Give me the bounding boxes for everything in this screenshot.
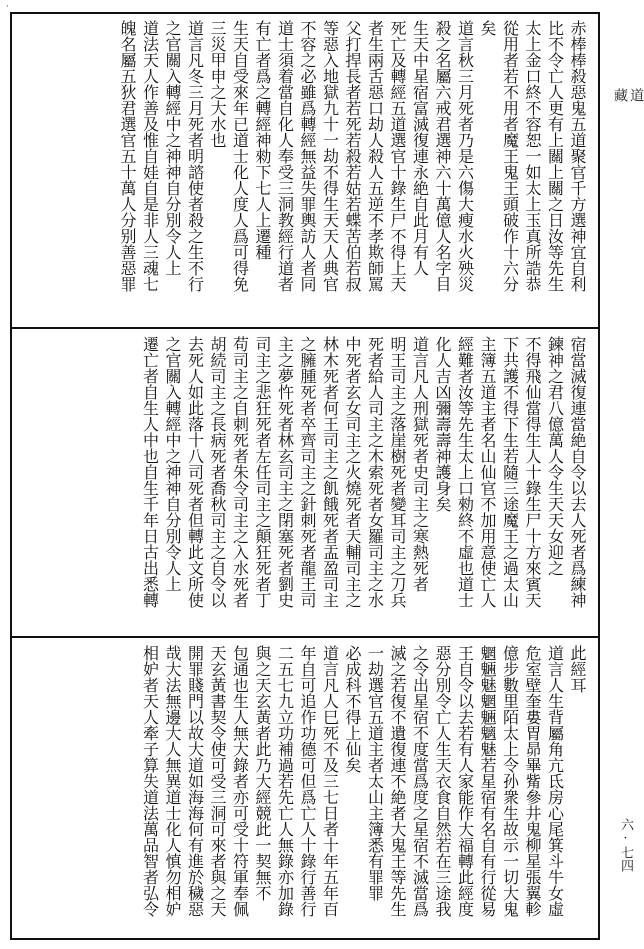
- corner-mark: ·: [6, 2, 9, 12]
- text-column: 主簿五道主者名山仙官不加用意使亡人: [478, 336, 497, 608]
- text-column: 億步數里陌太上令孙衆生故示一切大鬼: [500, 645, 520, 917]
- text-column: 林木死者何王司主之飢餓死者盂盈司主: [320, 336, 340, 608]
- text-column: 等惡入地獄九十一劫不得生天天人典官: [320, 20, 340, 292]
- text-column: 司主之悲狂死者左任司主之顛狂死者丁: [253, 336, 272, 608]
- text-column: 殺之名屬六戒君選神六十萬億人名字目: [433, 20, 452, 292]
- text-column: 危室壁奎婁胃昴畢觜參井鬼柳星張翼軫: [523, 645, 542, 917]
- text-column: 魄名屬五狄君選官五十萬人分别善惡罪: [118, 20, 137, 292]
- text-column: 道言人生背屬角亢氐房心尾箕斗牛女虛: [545, 645, 565, 917]
- text-column: 比不令亡人更有上關上關之日汝等先生: [545, 20, 565, 292]
- text-column: 道士須着當自化人奉受三洞教經行道者: [275, 20, 295, 292]
- text-column: 遷亡者自生人中也自生千年日古出悉轉: [140, 336, 160, 608]
- text-column: 與之天玄黃者此乃大經競此一契無不: [253, 645, 272, 901]
- text-column: 太上金口終不容恕一如太上玉真所誥恭: [523, 20, 542, 292]
- text-column: 道言凡人巳死不及三七日者十年五年百: [320, 645, 340, 917]
- text-column: 生天中星宿富滅復連永絶自此月有人: [410, 20, 430, 276]
- text-column: 之令出星宿不度當爲度之星宿不滅當爲: [410, 645, 430, 917]
- text-column: 之臃腫死者卒齊司主之針刺死者龍王司: [298, 336, 317, 608]
- text-column: 道言凡冬三月死者明諮使者殺之生不行: [185, 20, 205, 292]
- text-column: 必成科不得上仙矣: [343, 645, 362, 773]
- text-column: 矣: [478, 20, 497, 36]
- text-column: 之官關入轉經中之神神自分別令人上: [163, 336, 182, 592]
- page-number: 六·七四: [618, 818, 633, 872]
- text-column: 王自令以去若有人家能作大福轉此經度: [455, 645, 475, 917]
- text-column: 主之夢忤死者林玄司主之閉塞死者劉史: [275, 336, 295, 608]
- text-column: 中死者玄女司主之火燒死者天輔司主之: [343, 336, 362, 608]
- text-column: 苟司主之自刺死者朱令司主之入水死者: [230, 336, 250, 608]
- text-panel-top: [22, 20, 588, 320]
- text-column: 者生兩舌惡口劫人殺人五逆不孝欺師罵: [365, 20, 385, 292]
- text-column: 死者給人司主之木索死者女羅司主之水: [365, 336, 385, 608]
- text-column: 開罪賤門以故大道如海海何有進於穢惡: [185, 645, 205, 917]
- text-panel-middle: [22, 336, 588, 630]
- panel-divider: [10, 636, 600, 638]
- text-column: 此經耳: [568, 645, 587, 693]
- text-column: 不得飛仙當得生人十錄生尸十方來賓天: [523, 336, 542, 608]
- text-column: 鍊神之君八億萬人令生天天女迎之: [545, 336, 565, 576]
- text-column: 父打捍長者若死若殺若姑若蝶苦伯若叔: [343, 20, 362, 292]
- text-column: 化人吉凶彌壽壽神護身矣: [433, 336, 452, 512]
- text-column: 年自可追作功德可但爲亡人十錄行善行: [298, 645, 317, 917]
- text-column: 之官關入轉經中之神神自分別令人上: [163, 20, 182, 276]
- text-column: 從用者若不用者魔王鬼王頭破作十六分: [500, 20, 520, 292]
- margin-title: [612, 88, 644, 112]
- text-column: 包通也生人無大錄者亦可受十符軍奉佩: [230, 645, 250, 917]
- text-column: 不容之必雖爲轉經無益失罪輿訪人者同: [298, 20, 317, 292]
- text-column: 二五七九立功補過若先亡人無錄亦加錄: [275, 645, 295, 917]
- margin-title-char: 道: [628, 88, 644, 102]
- text-column: 有亡者爲之轉經神勑下七人上遷種: [253, 20, 272, 260]
- text-panel-bottom: [22, 645, 588, 933]
- panel-divider: [10, 327, 600, 329]
- text-column: 道言秋三月死者乃是六傷大瘦水火殃災: [455, 20, 475, 292]
- text-column: 惡分別令亡人生天衣食自然若在三途我: [433, 645, 452, 917]
- text-column: 滅之若復不遺復連不絶者大鬼王等先生: [388, 645, 407, 917]
- text-column: 一劫選官五道主者太山主簿悉有罪罪: [365, 645, 385, 901]
- text-column: 生天自受來年已道士化人度人爲可得免: [230, 20, 250, 292]
- text-column: 道法天人作善及惟自娃自是非人三魂七: [140, 20, 160, 292]
- text-column: 胡続司主之長病死者喬秋司主之自令以: [208, 336, 227, 608]
- text-column: 相妒者天人牽子算失道法萬品智者弘令: [140, 645, 160, 917]
- text-column: 死亡及轉經五道選官十錄生尸不得上天: [388, 20, 407, 292]
- text-column: 魍魎魅魍魎魑魅若星宿有名自有行從易: [478, 645, 497, 917]
- text-column: 經難者汝等先生太上口勑終不虛也道士: [455, 336, 475, 608]
- margin-title-char: 藏: [612, 88, 628, 102]
- text-column: 天玄黃書契令使可受三洞可來者與之天: [208, 645, 227, 917]
- text-column: 去死人如此落十八司死者但轉此文所使: [185, 336, 205, 608]
- text-column: 道言凡人刑獄死者史司主之寒熱死者: [410, 336, 430, 592]
- text-column: 宿當滅復連當絶自令以去人死者爲練神: [568, 336, 587, 608]
- text-column: 哉大法無邊大人無異道士化人慎勿相妒: [163, 645, 182, 917]
- text-column: 赤棒棒殺惡鬼五道聚官千方選神宜自利: [568, 20, 587, 292]
- text-column: 明王司主之落崖樹死者變耳司主之刀兵: [388, 336, 407, 608]
- text-column: 三災甲申之大水也: [208, 20, 227, 148]
- text-column: 下共護不得下生若隨三途魔王之過太山: [500, 336, 520, 608]
